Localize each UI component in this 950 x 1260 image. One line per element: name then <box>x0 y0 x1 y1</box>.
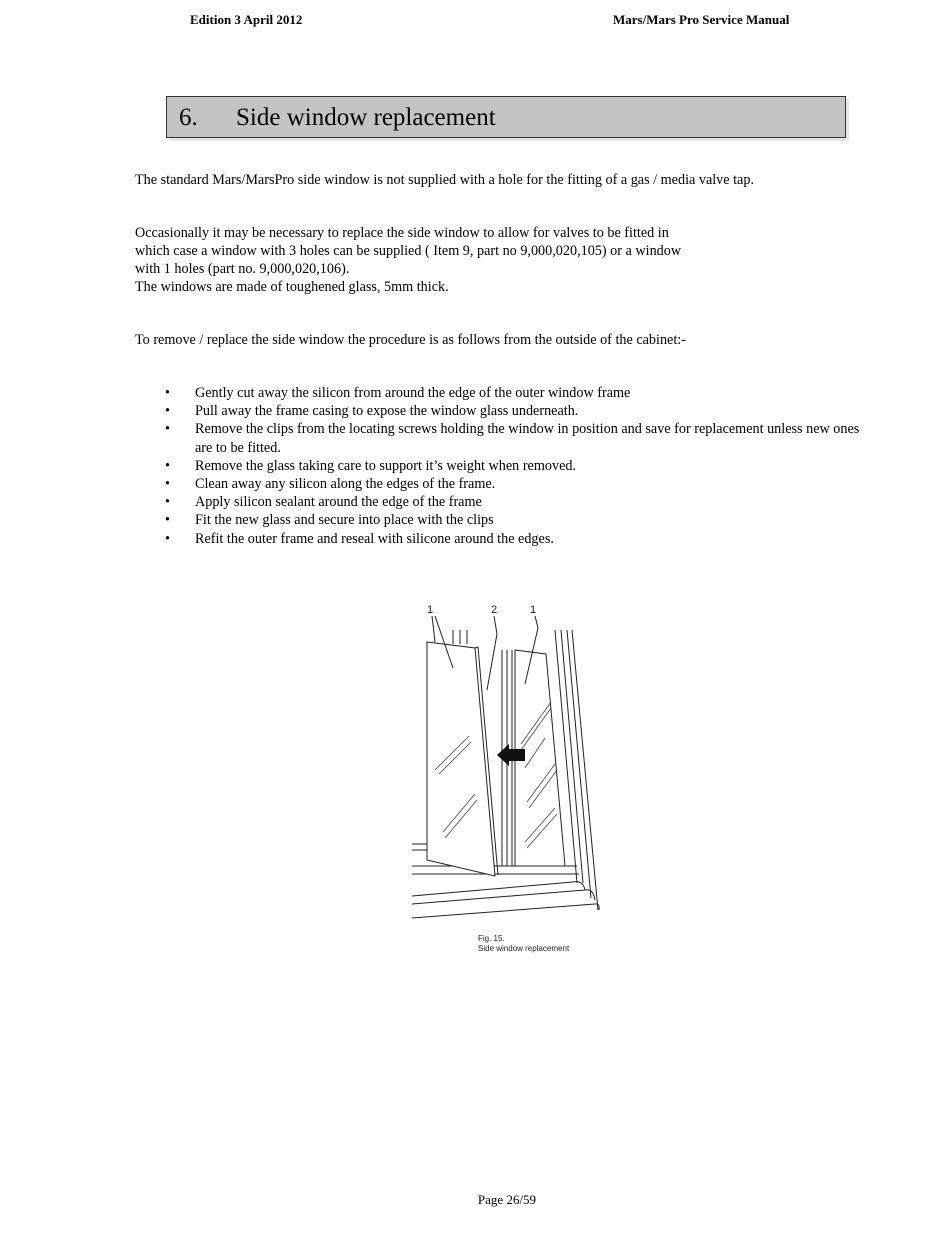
bullet-icon: • <box>165 385 170 401</box>
list-item <box>165 457 880 475</box>
step-text: Clean away any silicon along the edges of the frame. <box>195 476 496 493</box>
list-item <box>165 475 880 493</box>
intro-paragraph: The standard Mars/MarsPro side window is not supplied with a hole for the fitting of a gas / media valve tap. <box>135 172 754 188</box>
section-title: Side window replacement <box>236 104 496 131</box>
side-window-diagram <box>405 598 610 963</box>
list-item <box>165 420 880 456</box>
page-number: Page 26/59 <box>477 1192 537 1207</box>
section-heading <box>166 96 846 138</box>
bullet-icon: • <box>165 512 170 529</box>
list-item <box>165 384 880 402</box>
info-paragraph <box>135 224 755 296</box>
bullet-icon: • <box>165 457 170 474</box>
step-text: Pull away the frame casing to expose the window glass underneath. <box>195 403 579 420</box>
info-line: with 1 holes (part no. 9,000,020,106). <box>135 261 350 277</box>
figure-number: Fig. 15. <box>478 934 505 943</box>
bullet-icon: • <box>165 421 170 438</box>
step-text: Remove the clips from the locating screws holding the window in position and save for replacement unless new ones are to be fitted. <box>195 421 860 456</box>
callout-label: 1 <box>427 604 434 616</box>
callout-label: 2 <box>491 604 498 616</box>
list-item <box>165 402 880 420</box>
info-line: which case a window with 3 holes can be supplied ( Item 9, part no 9,000,020,105) or a window <box>135 243 682 259</box>
bullet-icon: • <box>165 476 170 493</box>
list-item <box>165 493 880 511</box>
bullet-icon: • <box>165 530 170 547</box>
info-line: Occasionally it may be necessary to replace the side window to allow for valves to be fitted in <box>135 225 669 241</box>
figure-caption <box>478 934 569 954</box>
header-edition: Edition 3 April 2012 <box>190 12 303 27</box>
header-manual-title: Mars/Mars Pro Service Manual <box>613 12 790 27</box>
bullet-icon: • <box>165 403 170 420</box>
info-line: The windows are made of toughened glass, 5mm thick. <box>135 279 449 295</box>
step-text: Refit the outer frame and reseal with silicone around the edges. <box>195 530 554 547</box>
step-text: Apply silicon sealant around the edge of the frame <box>195 494 482 511</box>
section-number: 6. <box>179 104 198 131</box>
step-text: Fit the new glass and secure into place with the clips <box>195 512 494 529</box>
figure-title: Side window replacement <box>478 944 570 953</box>
callout-label: 1 <box>530 604 537 616</box>
procedure-intro: To remove / replace the side window the procedure is as follows from the outside of the cabinet:- <box>135 332 686 348</box>
bullet-icon: • <box>165 494 170 511</box>
step-text: Remove the glass taking care to support it’s weight when removed. <box>195 457 577 474</box>
list-item <box>165 511 880 529</box>
procedure-steps-list <box>165 384 880 548</box>
step-text: Gently cut away the silicon from around the edge of the outer window frame <box>195 385 631 401</box>
list-item <box>165 530 880 548</box>
